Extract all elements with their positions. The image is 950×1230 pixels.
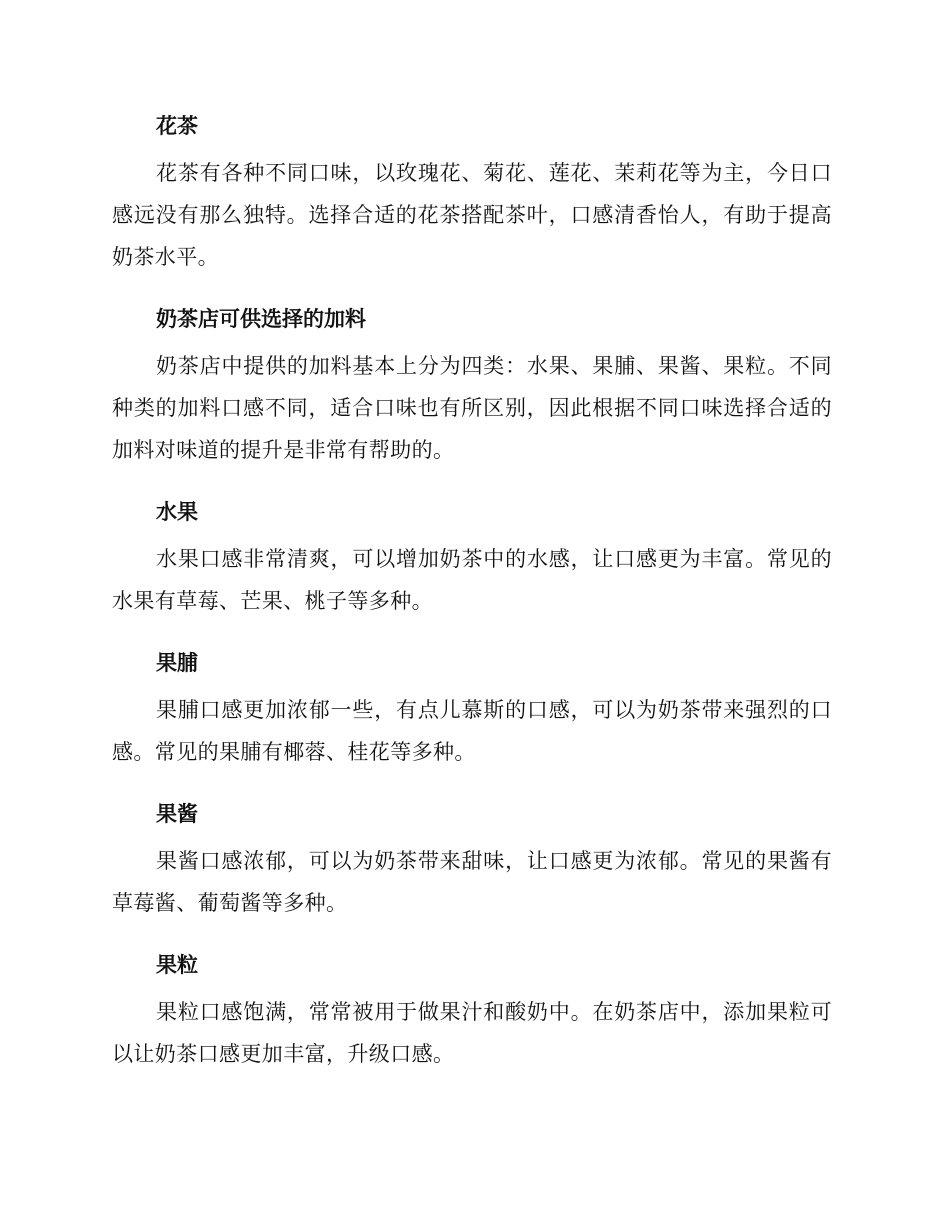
section-paragraph: 花茶有各种不同口味，以玫瑰花、菊花、莲花、茉莉花等为主，今日口感远没有那么独特。选择合适的花茶搭配茶叶，口感清香怡人，有助于提高奶茶水平。 xyxy=(112,161,832,269)
section-paragraph: 果粒口感饱满，常常被用于做果汁和酸奶中。在奶茶店中，添加果粒可以让奶茶口感更加丰富，升级口感。 xyxy=(112,1000,832,1066)
section-heading: 果酱 xyxy=(156,802,198,826)
section-paragraph: 果酱口感浓郁，可以为奶茶带来甜味，让口感更为浓郁。常见的果酱有草莓酱、葡萄酱等多种。 xyxy=(112,849,832,915)
section-heading: 奶茶店可供选择的加料 xyxy=(156,307,366,331)
section-fruit xyxy=(112,490,832,622)
section-heading: 果脯 xyxy=(156,651,198,675)
section-flower-tea xyxy=(112,104,832,278)
section-paragraph: 奶茶店中提供的加料基本上分为四类：水果、果脯、果酱、果粒。不同种类的加料口感不同，适合口味也有所区别，因此根据不同口味选择合适的加料对味道的提升是非常有帮助的。 xyxy=(112,354,832,462)
section-paragraph: 果脯口感更加浓郁一些，有点儿慕斯的口感，可以为奶茶带来强烈的口感。常见的果脯有椰蓉、桂花等多种。 xyxy=(112,698,832,764)
section-heading: 水果 xyxy=(156,500,198,524)
section-heading: 花茶 xyxy=(156,114,198,138)
section-jam xyxy=(112,792,832,924)
section-heading: 果粒 xyxy=(156,953,198,977)
section-toppings xyxy=(112,297,832,471)
document-content xyxy=(112,104,832,1094)
section-paragraph: 水果口感非常清爽，可以增加奶茶中的水感，让口感更为丰富。常见的水果有草莓、芒果、桃子等多种。 xyxy=(112,547,832,613)
section-fruit-bits xyxy=(112,943,832,1075)
section-preserved-fruit xyxy=(112,641,832,773)
